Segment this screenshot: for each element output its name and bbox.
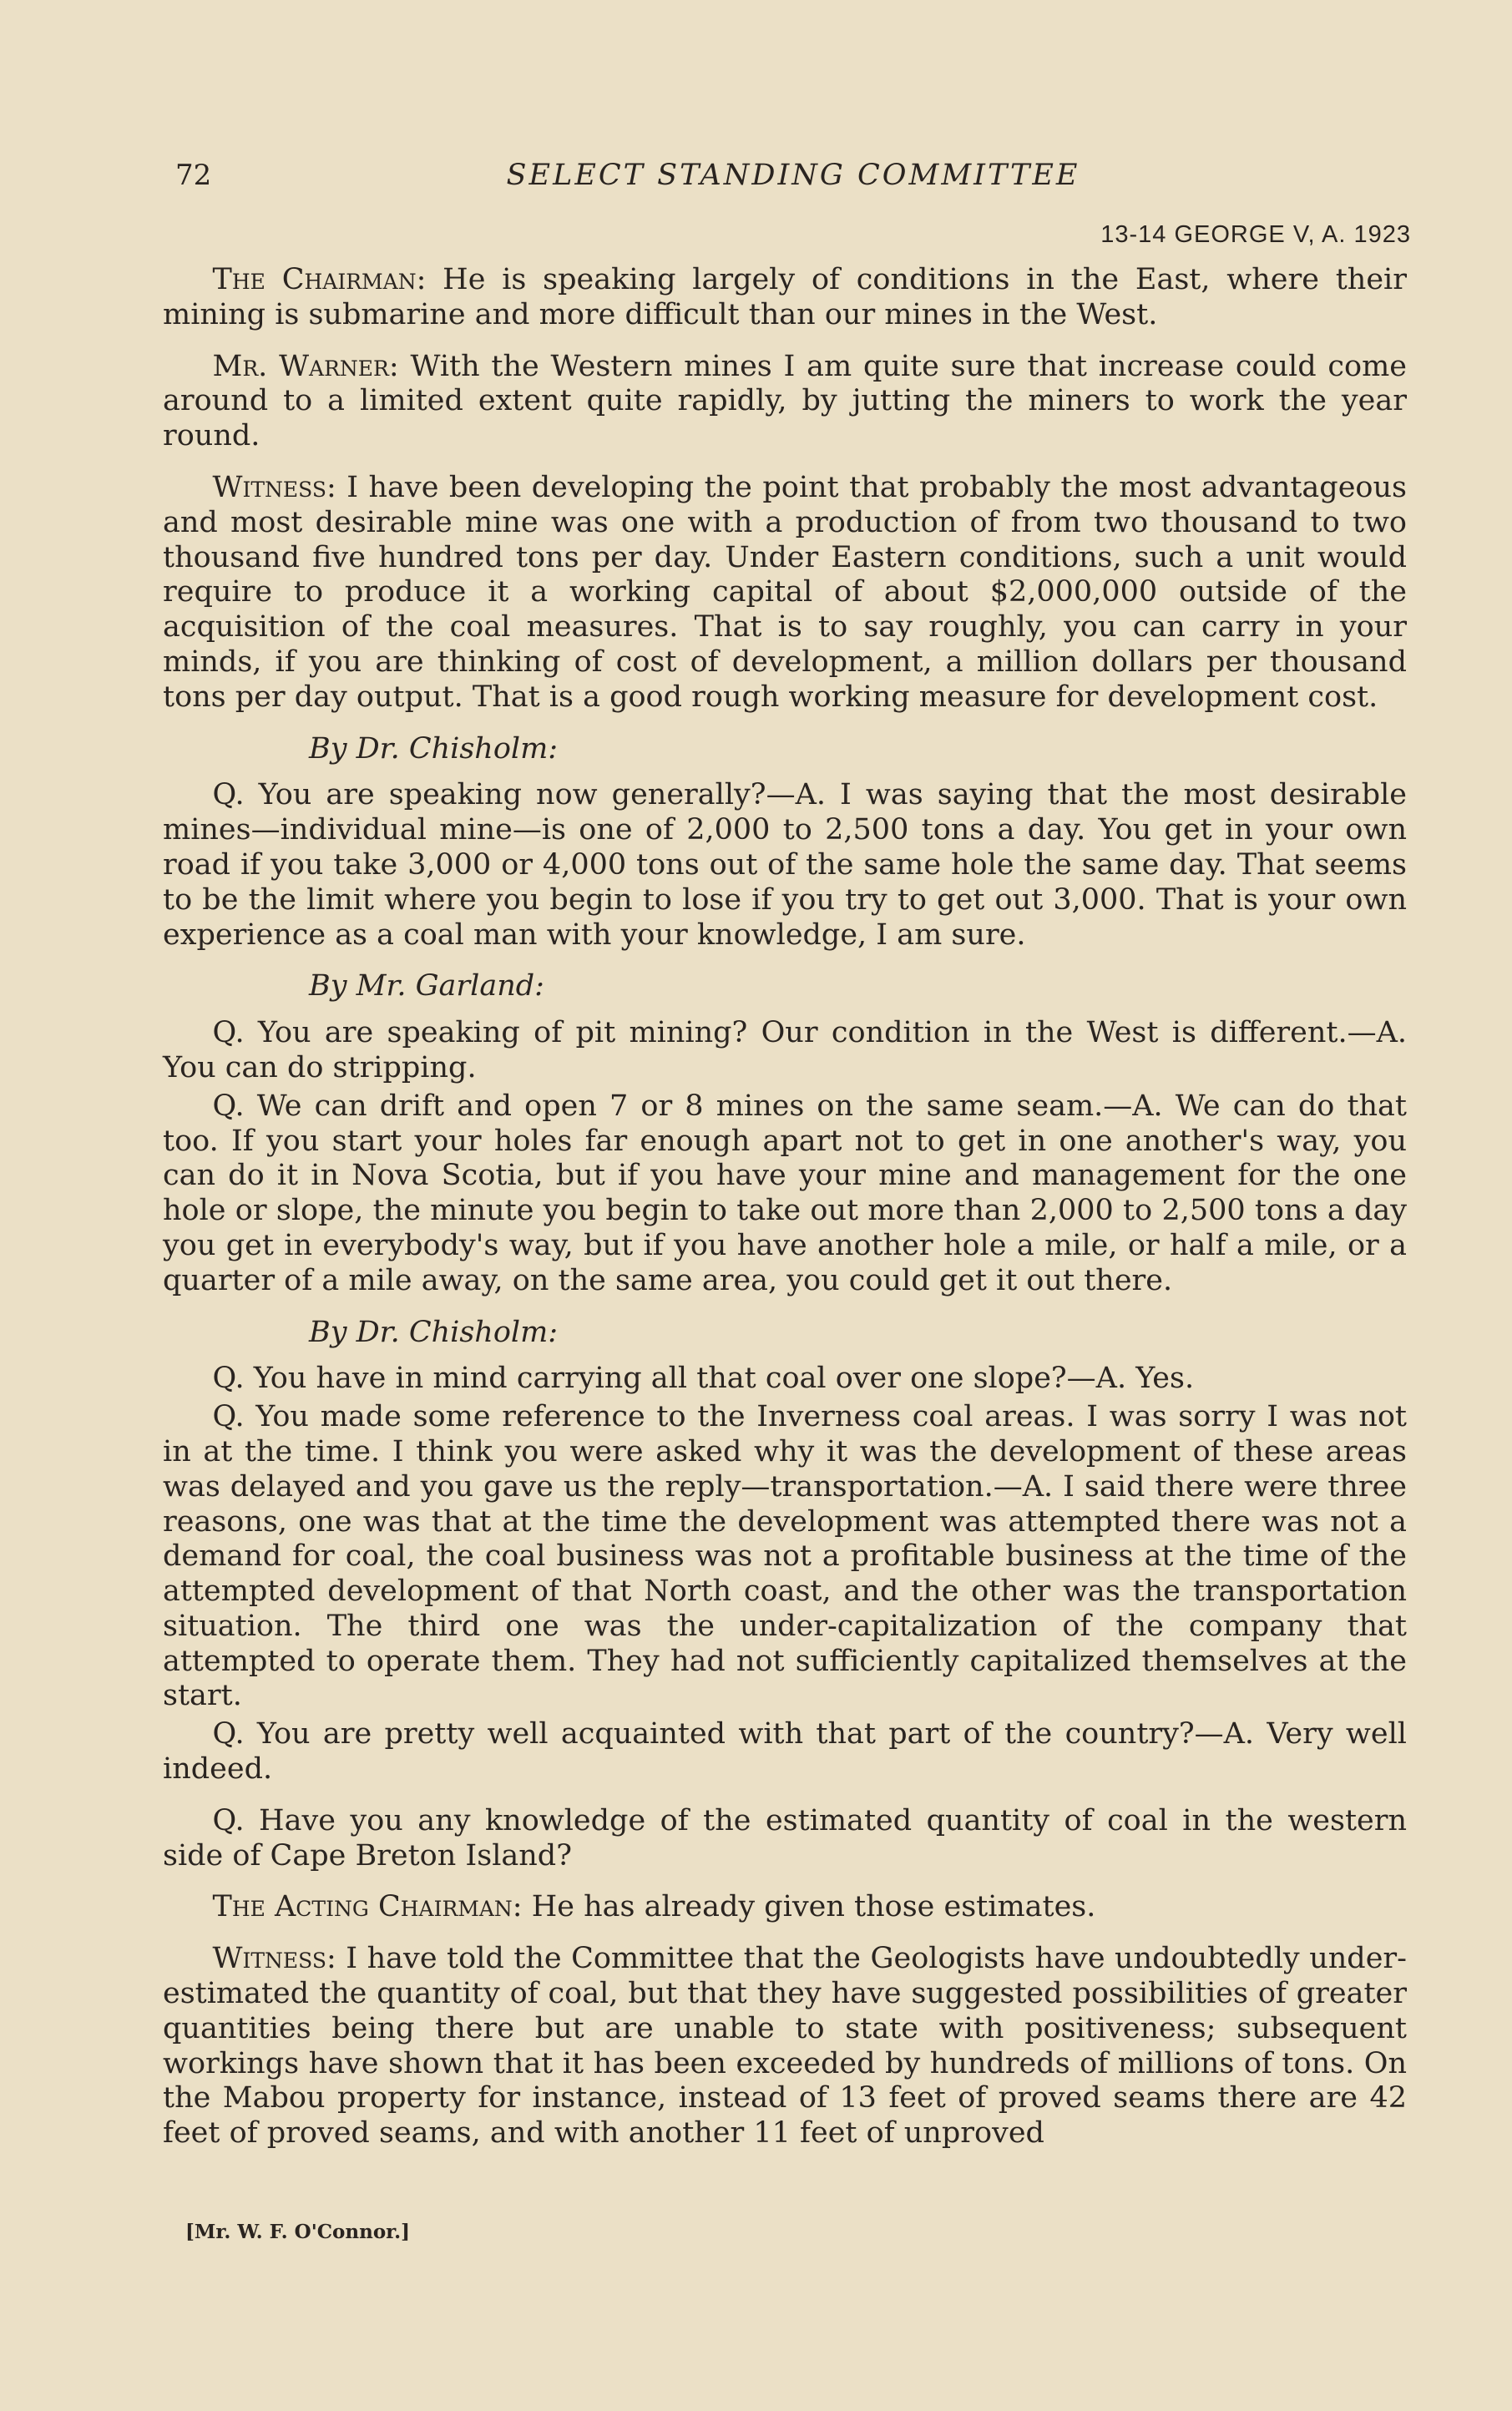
session-line: 13-14 GEORGE V, A. 1923 <box>1100 221 1411 248</box>
paragraph <box>163 263 1407 333</box>
paragraph <box>163 778 1407 953</box>
paragraph-text: Q. You are speaking now generally?—A. I was saying that the most desirable mines—individual mine—is one of 2,000 to 2,500 tons a day. You get in your own road if you take 3,000 or 4,000 tons out of the same hole the same day. That seems to be the limit where you begin to lose if you try to get out 3,000. That is your own experience as a coal man with your knowledge, I am sure. <box>163 778 1407 952</box>
paragraph <box>163 1717 1407 1787</box>
paragraph <box>163 350 1407 454</box>
paragraph-text: Q. You have in mind carrying all that coal over one slope?—A. Yes. <box>212 1362 1195 1396</box>
paragraph-text: Q. You made some reference to the Inverness coal areas. I was sorry I was not in at the time. I think you were asked why it was the development of these areas was delayed and you gave us the reply—transportation.—A. I said there were three reasons, one was that at the time the development was attempted there was not a demand for coal, the coal business was not a profitable business at the time of the attempted development of that North coast, and the other was the transportation situation. The third one was the under-capitalization of the company that attempted to operate them. They had not sufficiently capitalized themselves at the start. <box>163 1400 1407 1713</box>
paragraph-text: Q. You are speaking of pit mining? Our condition in the West is different.—A. You can do stripping. <box>163 1016 1407 1084</box>
paragraph-text: With the Western mines I am quite sure that increase could come around to a limited extent quite rapidly, by jutting the miners to work the year round. <box>163 349 1407 453</box>
speaker-name: Mr. Warner: <box>212 349 399 383</box>
page-body <box>163 263 1407 2168</box>
speaker-name: The Chairman: <box>212 263 427 296</box>
running-title: SELECT STANDING COMMITTEE <box>506 159 1080 192</box>
speaker-name: Witness: <box>212 470 336 504</box>
speaker-name: Witness: <box>212 1942 336 1976</box>
paragraph-text: Q. You are pretty well acquainted with that part of the country?—A. Very well indeed. <box>163 1717 1407 1787</box>
paragraph-text: I have told the Committee that the Geologists have undoubtedly under-estimated the quantity of coal, but that they have suggested possibilities of greater quantities being there but are unable to state with positiveness; subsequent workings have shown that it has been exceeded by hundreds of millions of tons. On the Mabou property for instance, instead of 13 feet of proved seams there are 42 feet of proved seams, and with another 11 feet of unproved <box>163 1942 1407 2151</box>
paragraph-text: He has already given those estimates. <box>531 1890 1096 1924</box>
paragraph <box>163 471 1407 715</box>
paragraph <box>163 1942 1407 2151</box>
page-number: 72 <box>175 159 212 192</box>
paragraph-text: I have been developing the point that probably the most advantageous and most desirable mine was one with a production of from two thousand to two thousand five hundred tons per day. Under Eastern conditions, such a unit would require to produce it a working capital of about $2,000,000 outside of the acquisition of the coal measures. That is to say roughly, you can carry in your minds, if you are thinking of cost of development, a million dollars per thousand tons per day output. That is a good rough working measure for development cost. <box>163 470 1407 714</box>
paragraph <box>163 1362 1407 1397</box>
footer-note: [Mr. W. F. O'Connor.] <box>185 2221 411 2243</box>
paragraph <box>163 1804 1407 1874</box>
paragraph <box>163 1400 1407 1714</box>
paragraph <box>163 1089 1407 1299</box>
section-heading: By Dr. Chisholm: <box>309 1315 559 1349</box>
paragraph <box>163 1890 1407 1925</box>
speaker-name: The Acting Chairman: <box>212 1890 523 1924</box>
paragraph <box>163 1016 1407 1086</box>
paragraph-text: Q. Have you any knowledge of the estimated quantity of coal in the western side of Cape Breton Island? <box>163 1803 1407 1873</box>
paragraph-text: He is speaking largely of conditions in the East, where their mining is submarine and more difficult than our mines in the West. <box>163 263 1407 331</box>
page-header <box>175 159 1411 248</box>
paragraph-text: Q. We can drift and open 7 or 8 mines on the same seam.—A. We can do that too. If you start your holes far enough apart not to get in one another's way, you can do it in Nova Scotia, but if you have your mine and management for the one hole or slope, the minute you begin to take out more than 2,000 to 2,500 tons a day you get in everybody's way, but if you have another hole a mile, or half a mile, or a quarter of a mile away, on the same area, you could get it out there. <box>163 1089 1407 1297</box>
section-heading: By Dr. Chisholm: <box>309 731 559 766</box>
section-heading: By Mr. Garland: <box>309 969 544 1003</box>
